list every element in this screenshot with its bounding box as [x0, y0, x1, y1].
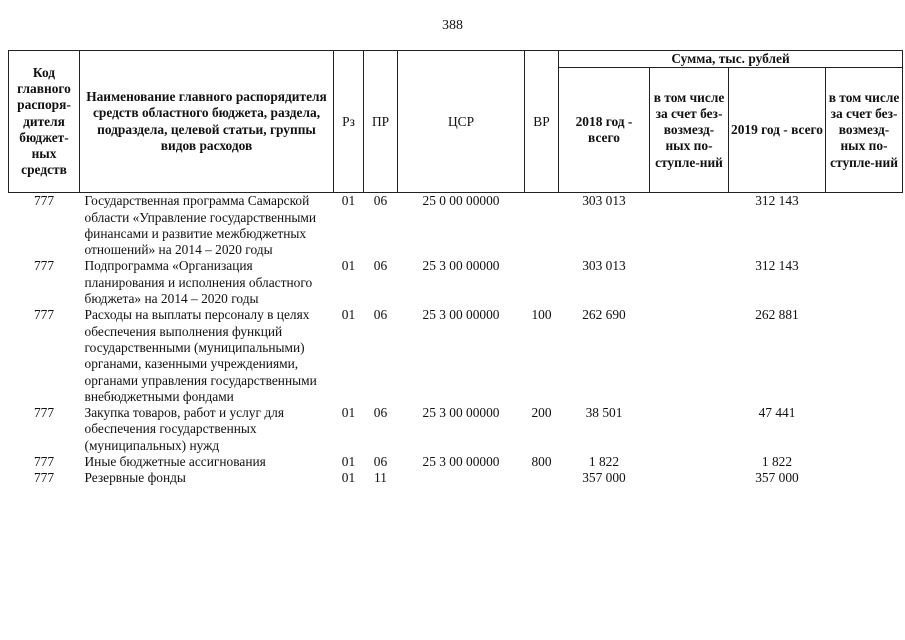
header-2019-grants: в том числе за счет без-возмезд-ных по-ступле-ний	[826, 68, 903, 193]
cell-2019-total: 312 143	[755, 258, 799, 274]
cell-code: 777	[33, 470, 55, 486]
cell-csr: 25 3 00 00000	[422, 405, 500, 421]
table-body	[9, 193, 903, 487]
cell-name: Государственная программа Самарской области «Управление государственными финансами и развитие межбюджетных отношений» на 2014 – 2020 годы	[84, 193, 317, 258]
table-row	[9, 454, 903, 470]
cell-name: Резервные фонды	[84, 470, 186, 486]
cell-2018-total: 303 013	[582, 258, 626, 274]
cell-vr: 800	[531, 454, 552, 470]
cell-code: 777	[33, 193, 55, 209]
table-row	[9, 258, 903, 307]
header-2018-grants: в том числе за счет без-возмезд-ных по-ступле-ний	[650, 68, 729, 193]
page-number: 388	[442, 18, 463, 33]
cell-name: Подпрограмма «Организация планирования и исполнения областного бюджета» на 2014 – 2020 годы	[84, 258, 313, 307]
cell-vr: 200	[531, 405, 552, 421]
cell-pr: 06	[373, 193, 388, 209]
table-header	[9, 51, 903, 193]
cell-csr: 25 0 00 00000	[422, 193, 500, 209]
cell-2018-grants	[650, 193, 729, 259]
cell-rz: 01	[341, 454, 356, 470]
header-sum-group: Сумма, тыс. рублей	[559, 51, 903, 68]
header-name: Наименование главного распорядителя средств областного бюджета, раздела, подраздела, целевой статьи, группы видов расходов	[80, 51, 334, 193]
cell-csr: 25 3 00 00000	[422, 258, 500, 274]
cell-pr: 06	[373, 454, 388, 470]
cell-code: 777	[33, 258, 55, 274]
header-2018-total: 2018 год - всего	[559, 68, 650, 193]
cell-2019-grants	[826, 258, 903, 307]
cell-code: 777	[33, 307, 55, 323]
cell-2019-total: 312 143	[755, 193, 799, 209]
cell-csr: 25 3 00 00000	[422, 454, 500, 470]
cell-2019-total: 357 000	[755, 470, 799, 486]
cell-2019-total: 47 441	[758, 405, 796, 421]
cell-2018-total: 357 000	[582, 470, 626, 486]
header-pr: ПР	[364, 51, 398, 193]
header-code: Код главного распоря-дителя бюджет-ных средств	[9, 51, 80, 193]
cell-2018-grants	[650, 405, 729, 454]
cell-2018-total: 262 690	[582, 307, 626, 323]
cell-pr: 06	[373, 258, 388, 274]
cell-vr	[525, 470, 559, 486]
cell-csr	[398, 470, 525, 486]
cell-2018-grants	[650, 258, 729, 307]
cell-rz: 01	[341, 258, 356, 274]
cell-2019-grants	[826, 405, 903, 454]
cell-2018-grants	[650, 307, 729, 405]
table-row	[9, 470, 903, 486]
table-row	[9, 307, 903, 405]
table-row	[9, 193, 903, 259]
cell-rz: 01	[341, 405, 356, 421]
cell-name: Иные бюджетные ассигнования	[84, 454, 266, 470]
cell-code: 777	[33, 454, 55, 470]
cell-2019-total: 262 881	[755, 307, 799, 323]
cell-2019-total: 1 822	[761, 454, 793, 470]
cell-rz: 01	[341, 307, 356, 323]
cell-vr: 100	[531, 307, 552, 323]
header-csr: ЦСР	[398, 51, 525, 193]
cell-vr	[525, 258, 559, 307]
table-row	[9, 405, 903, 454]
cell-name: Расходы на выплаты персоналу в целях обеспечения выполнения функций государственными (муниципальными) органами, казенными учреждениями, органами управления государственными внебюджетными фондами	[84, 307, 317, 404]
cell-2018-total: 303 013	[582, 193, 626, 209]
cell-2019-grants	[826, 470, 903, 486]
cell-2019-grants	[826, 454, 903, 470]
cell-pr: 06	[373, 405, 388, 421]
budget-table	[8, 50, 903, 487]
cell-2018-grants	[650, 454, 729, 470]
cell-name: Закупка товаров, работ и услуг для обеспечения государственных (муниципальных) нужд	[84, 405, 284, 453]
header-rz: Рз	[334, 51, 364, 193]
cell-rz: 01	[341, 470, 356, 486]
cell-csr: 25 3 00 00000	[422, 307, 500, 323]
header-vr: ВР	[525, 51, 559, 193]
cell-2018-total: 38 501	[585, 405, 623, 421]
cell-2019-grants	[826, 193, 903, 259]
cell-code: 777	[33, 405, 55, 421]
cell-vr	[525, 193, 559, 259]
cell-pr: 06	[373, 307, 388, 323]
cell-2018-grants	[650, 470, 729, 486]
cell-rz: 01	[341, 193, 356, 209]
header-2019-total: 2019 год - всего	[729, 68, 826, 193]
cell-pr: 11	[374, 470, 387, 486]
cell-2019-grants	[826, 307, 903, 405]
cell-2018-total: 1 822	[588, 454, 620, 470]
